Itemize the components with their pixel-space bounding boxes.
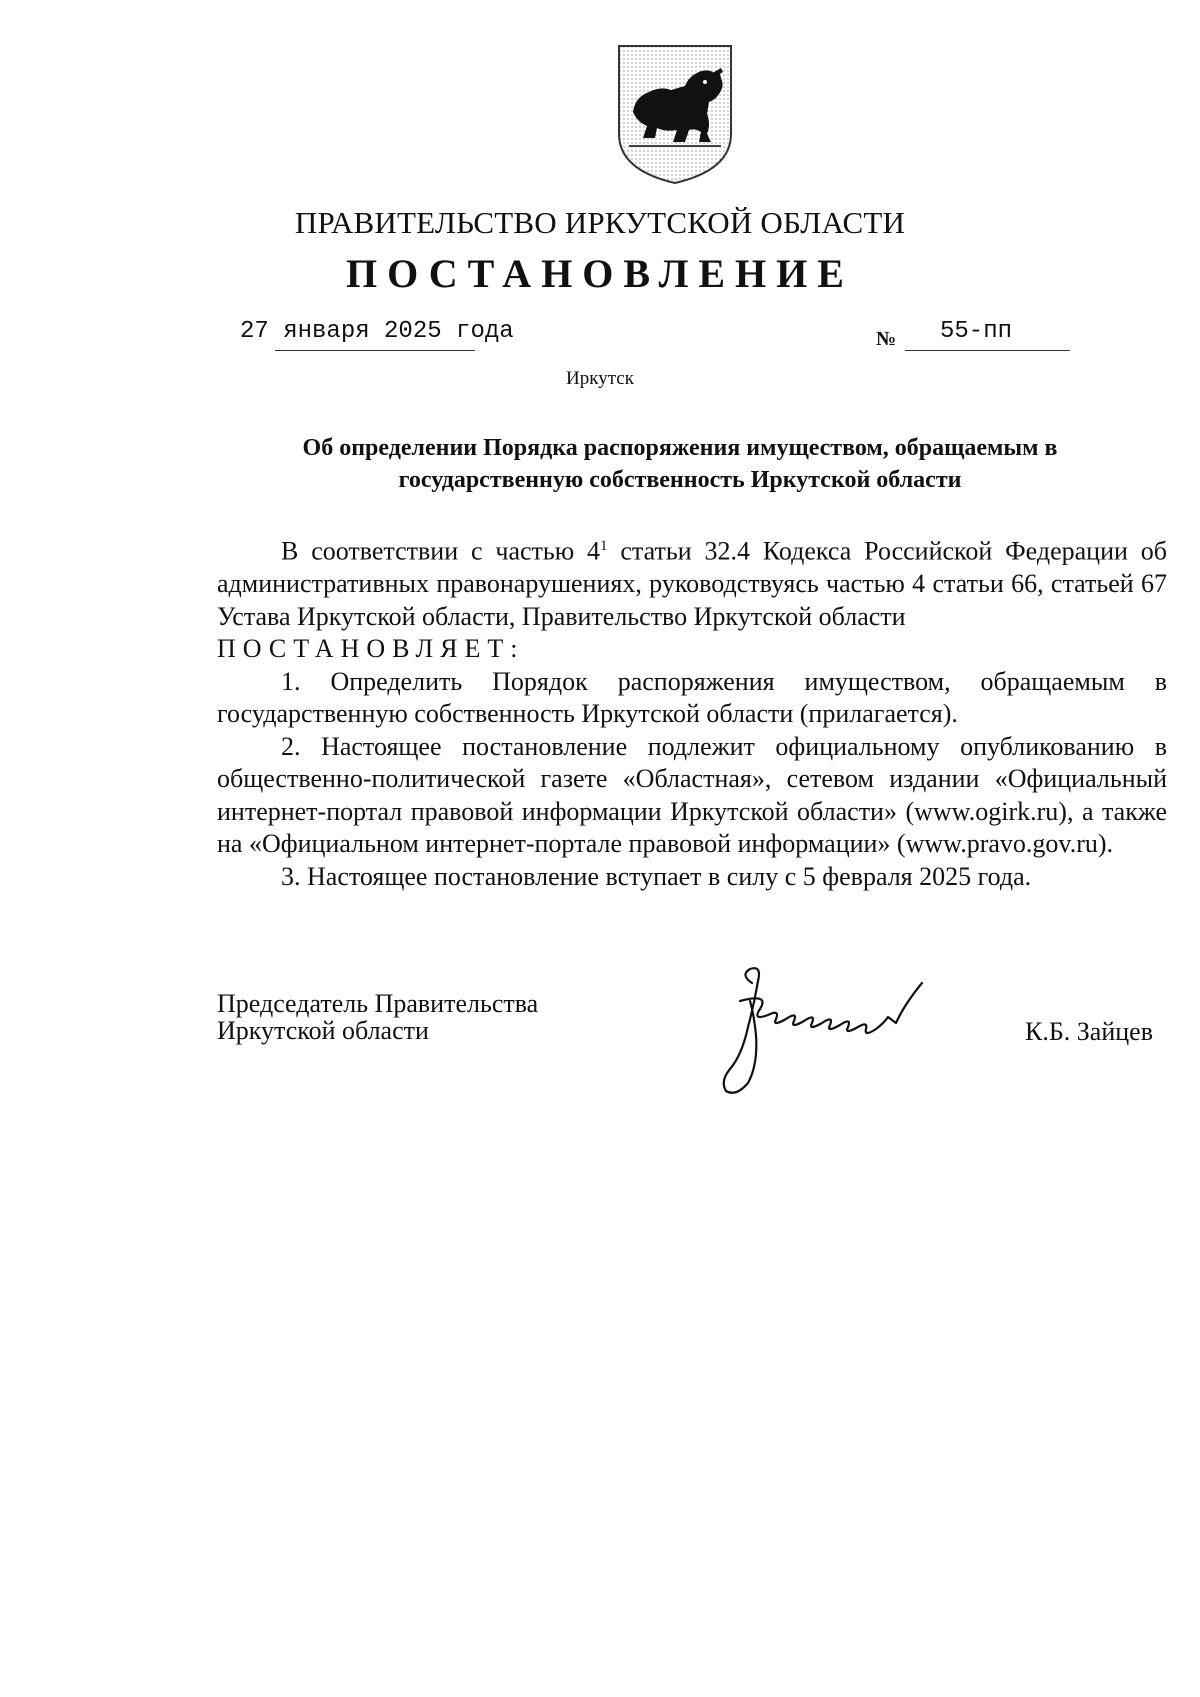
number-underline (905, 350, 1070, 351)
document-body (217, 530, 1167, 893)
document-type: ПОСТАНОВЛЕНИЕ (346, 251, 854, 296)
document-date: 27 января 2025 года (240, 318, 514, 345)
signatory-name: К.Б. Зайцев (1025, 1017, 1153, 1046)
preamble-part-b: статьи 32.4 Кодекса Российской Федерации об административных правонарушениях, руководствуясь частью 4 статьи 66, статьей 67 Устава Иркутской области, Правительство Иркутской области (217, 536, 1167, 631)
clause-3: 3. Настоящее постановление вступает в силу с 5 февраля 2025 года. (281, 861, 1032, 891)
signatory-position (217, 990, 538, 1044)
city: Иркутск (566, 368, 634, 389)
signatory-position-line-2: Иркутской области (217, 1016, 429, 1045)
title-line-2: государственную собственность Иркутской области (398, 467, 962, 493)
organization-name: ПРАВИТЕЛЬСТВО ИРКУТСКОЙ ОБЛАСТИ (294, 205, 906, 240)
title-line-1: Об определении Порядка распоряжения имуществом, обращаемым в (302, 435, 1058, 461)
resolves-word: ПОСТАНОВЛЯЕТ: (217, 634, 525, 664)
preamble (217, 530, 1167, 633)
preamble-part-a: В соответствии с частью 4 (281, 536, 601, 566)
handwritten-signature (700, 965, 965, 1100)
coat-of-arms-emblem (615, 42, 735, 187)
preamble-superscript: 1 (600, 538, 608, 554)
date-underline (275, 350, 475, 351)
clause-2: 2. Настоящее постановление подлежит официальному опубликованию в общественно-политической газете «Областная», сетевом издании «Официальный интернет-портал правовой информации Иркутской области» (www.ogirk.ru), а также на «Официальном интернет-портале правовой информации» (www.pravo.gov.ru). (217, 731, 1167, 859)
document-title (220, 432, 1140, 496)
number-label: № (876, 328, 897, 350)
document-number: 55-пп (940, 318, 1013, 345)
clause-1: 1. Определить Порядок распоряжения имуществом, обращаемым в государственную собственность Иркутской области (прилагается). (217, 666, 1167, 729)
signatory-position-line-1: Председатель Правительства (217, 989, 539, 1018)
